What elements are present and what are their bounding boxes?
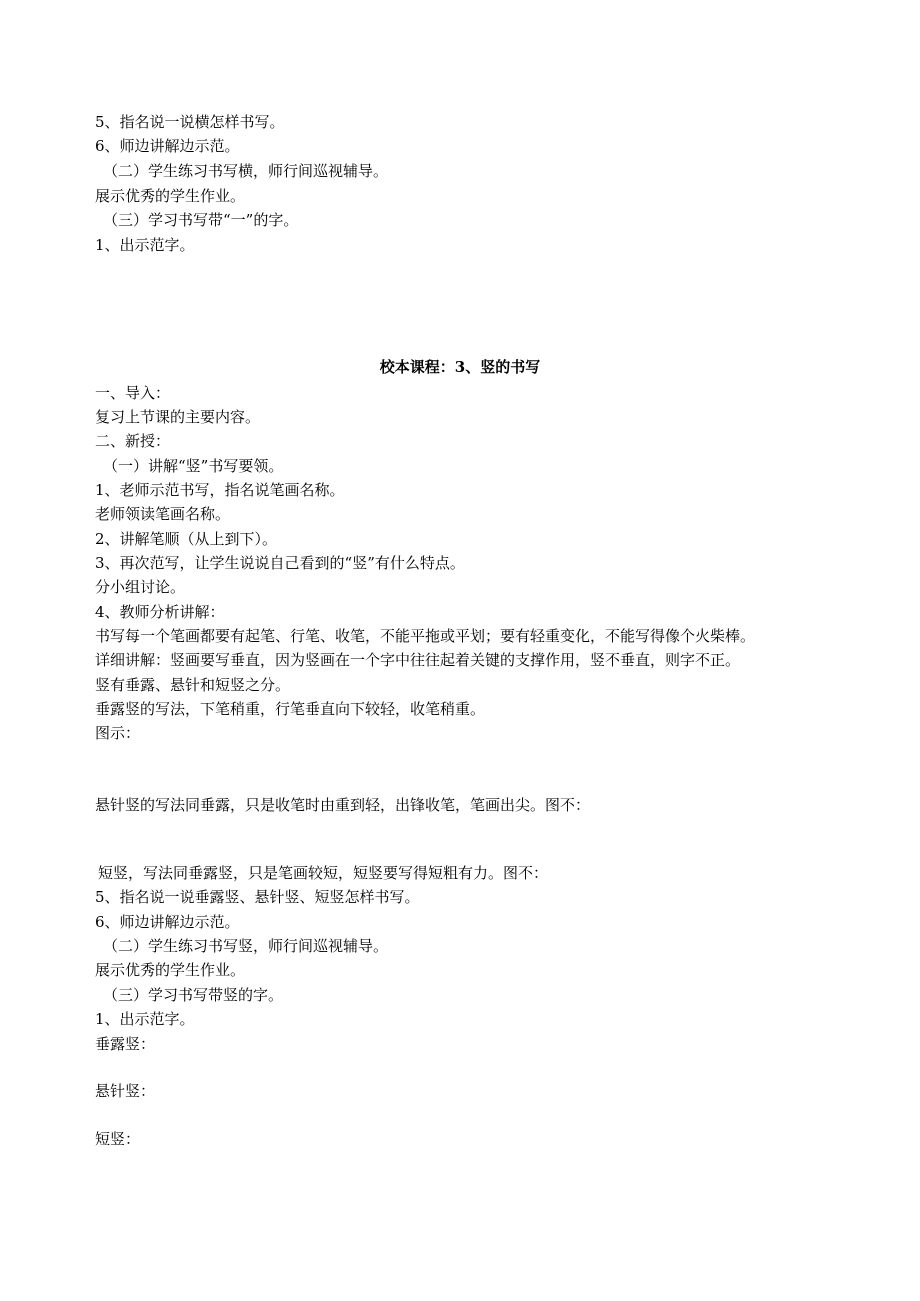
text-line: 书写每一个笔画都要有起笔、行笔、收笔，不能平拖或平划；要有轻重变化，不能写得像个火柴棒。: [95, 627, 756, 645]
text-line: （一）讲解“竖”书写要领。: [103, 457, 284, 475]
text-line: 3、再次范写，让学生说说自己看到的“竖”有什么特点。: [95, 554, 465, 572]
text-line: 4、教师分析讲解：: [95, 603, 225, 621]
text-line: 悬针竖的写法同垂露，只是收笔时由重到轻，出锋收笔，笔画出尖。图不：: [95, 796, 591, 814]
text-line: （二）学生练习书写横，师行间巡视辅导。: [103, 162, 389, 180]
text-line: 垂露竖的写法，下笔稍重，行笔垂直向下较轻，收笔稍重。: [95, 700, 486, 718]
text-line: 展示优秀的学生作业。: [95, 961, 246, 979]
text-line: 2、讲解笔顺（从上到下）。: [95, 530, 278, 548]
text-line: 复习上节课的主要内容。: [95, 408, 261, 426]
text-line: 短竖：: [95, 1130, 141, 1148]
text-line: 垂露竖：: [95, 1035, 156, 1053]
text-line: 图示：: [95, 724, 141, 742]
text-line: 5、指名说一说垂露竖、悬针竖、短竖怎样书写。: [95, 888, 420, 906]
text-line: 1、出示范字。: [95, 1010, 195, 1028]
text-line: 展示优秀的学生作业。: [95, 187, 246, 205]
text-line: 老师领读笔画名称。: [95, 505, 231, 523]
text-line: 1、出示范字。: [95, 236, 195, 254]
text-line: 短竖，写法同垂露竖，只是笔画较短，短竖要写得短粗有力。图不：: [98, 864, 549, 882]
lesson-title: 校本课程：3、竖的书写: [379, 358, 541, 376]
text-line: 5、指名说一说横怎样书写。: [95, 113, 285, 131]
text-line: （三）学习书写带竖的字。: [103, 986, 284, 1004]
text-line: （二）学生练习书写竖，师行间巡视辅导。: [103, 937, 389, 955]
text-line: 1、老师示范书写，指名说笔画名称。: [95, 481, 345, 499]
text-line: 6、师边讲解边示范。: [95, 137, 240, 155]
text-line: 详细讲解：竖画要写垂直，因为竖画在一个字中往往起着关键的支撑作用，竖不垂直，则字不正。: [95, 651, 741, 669]
text-line: 分小组讨论。: [95, 578, 186, 596]
text-line: （三）学习书写带“一”的字。: [103, 211, 299, 229]
text-line: 竖有垂露、悬针和短竖之分。: [95, 676, 291, 694]
text-line: 一、导入：: [95, 384, 171, 402]
text-line: 悬针竖：: [95, 1082, 156, 1100]
text-line: 二、新授：: [95, 432, 171, 450]
text-line: 6、师边讲解边示范。: [95, 913, 240, 931]
